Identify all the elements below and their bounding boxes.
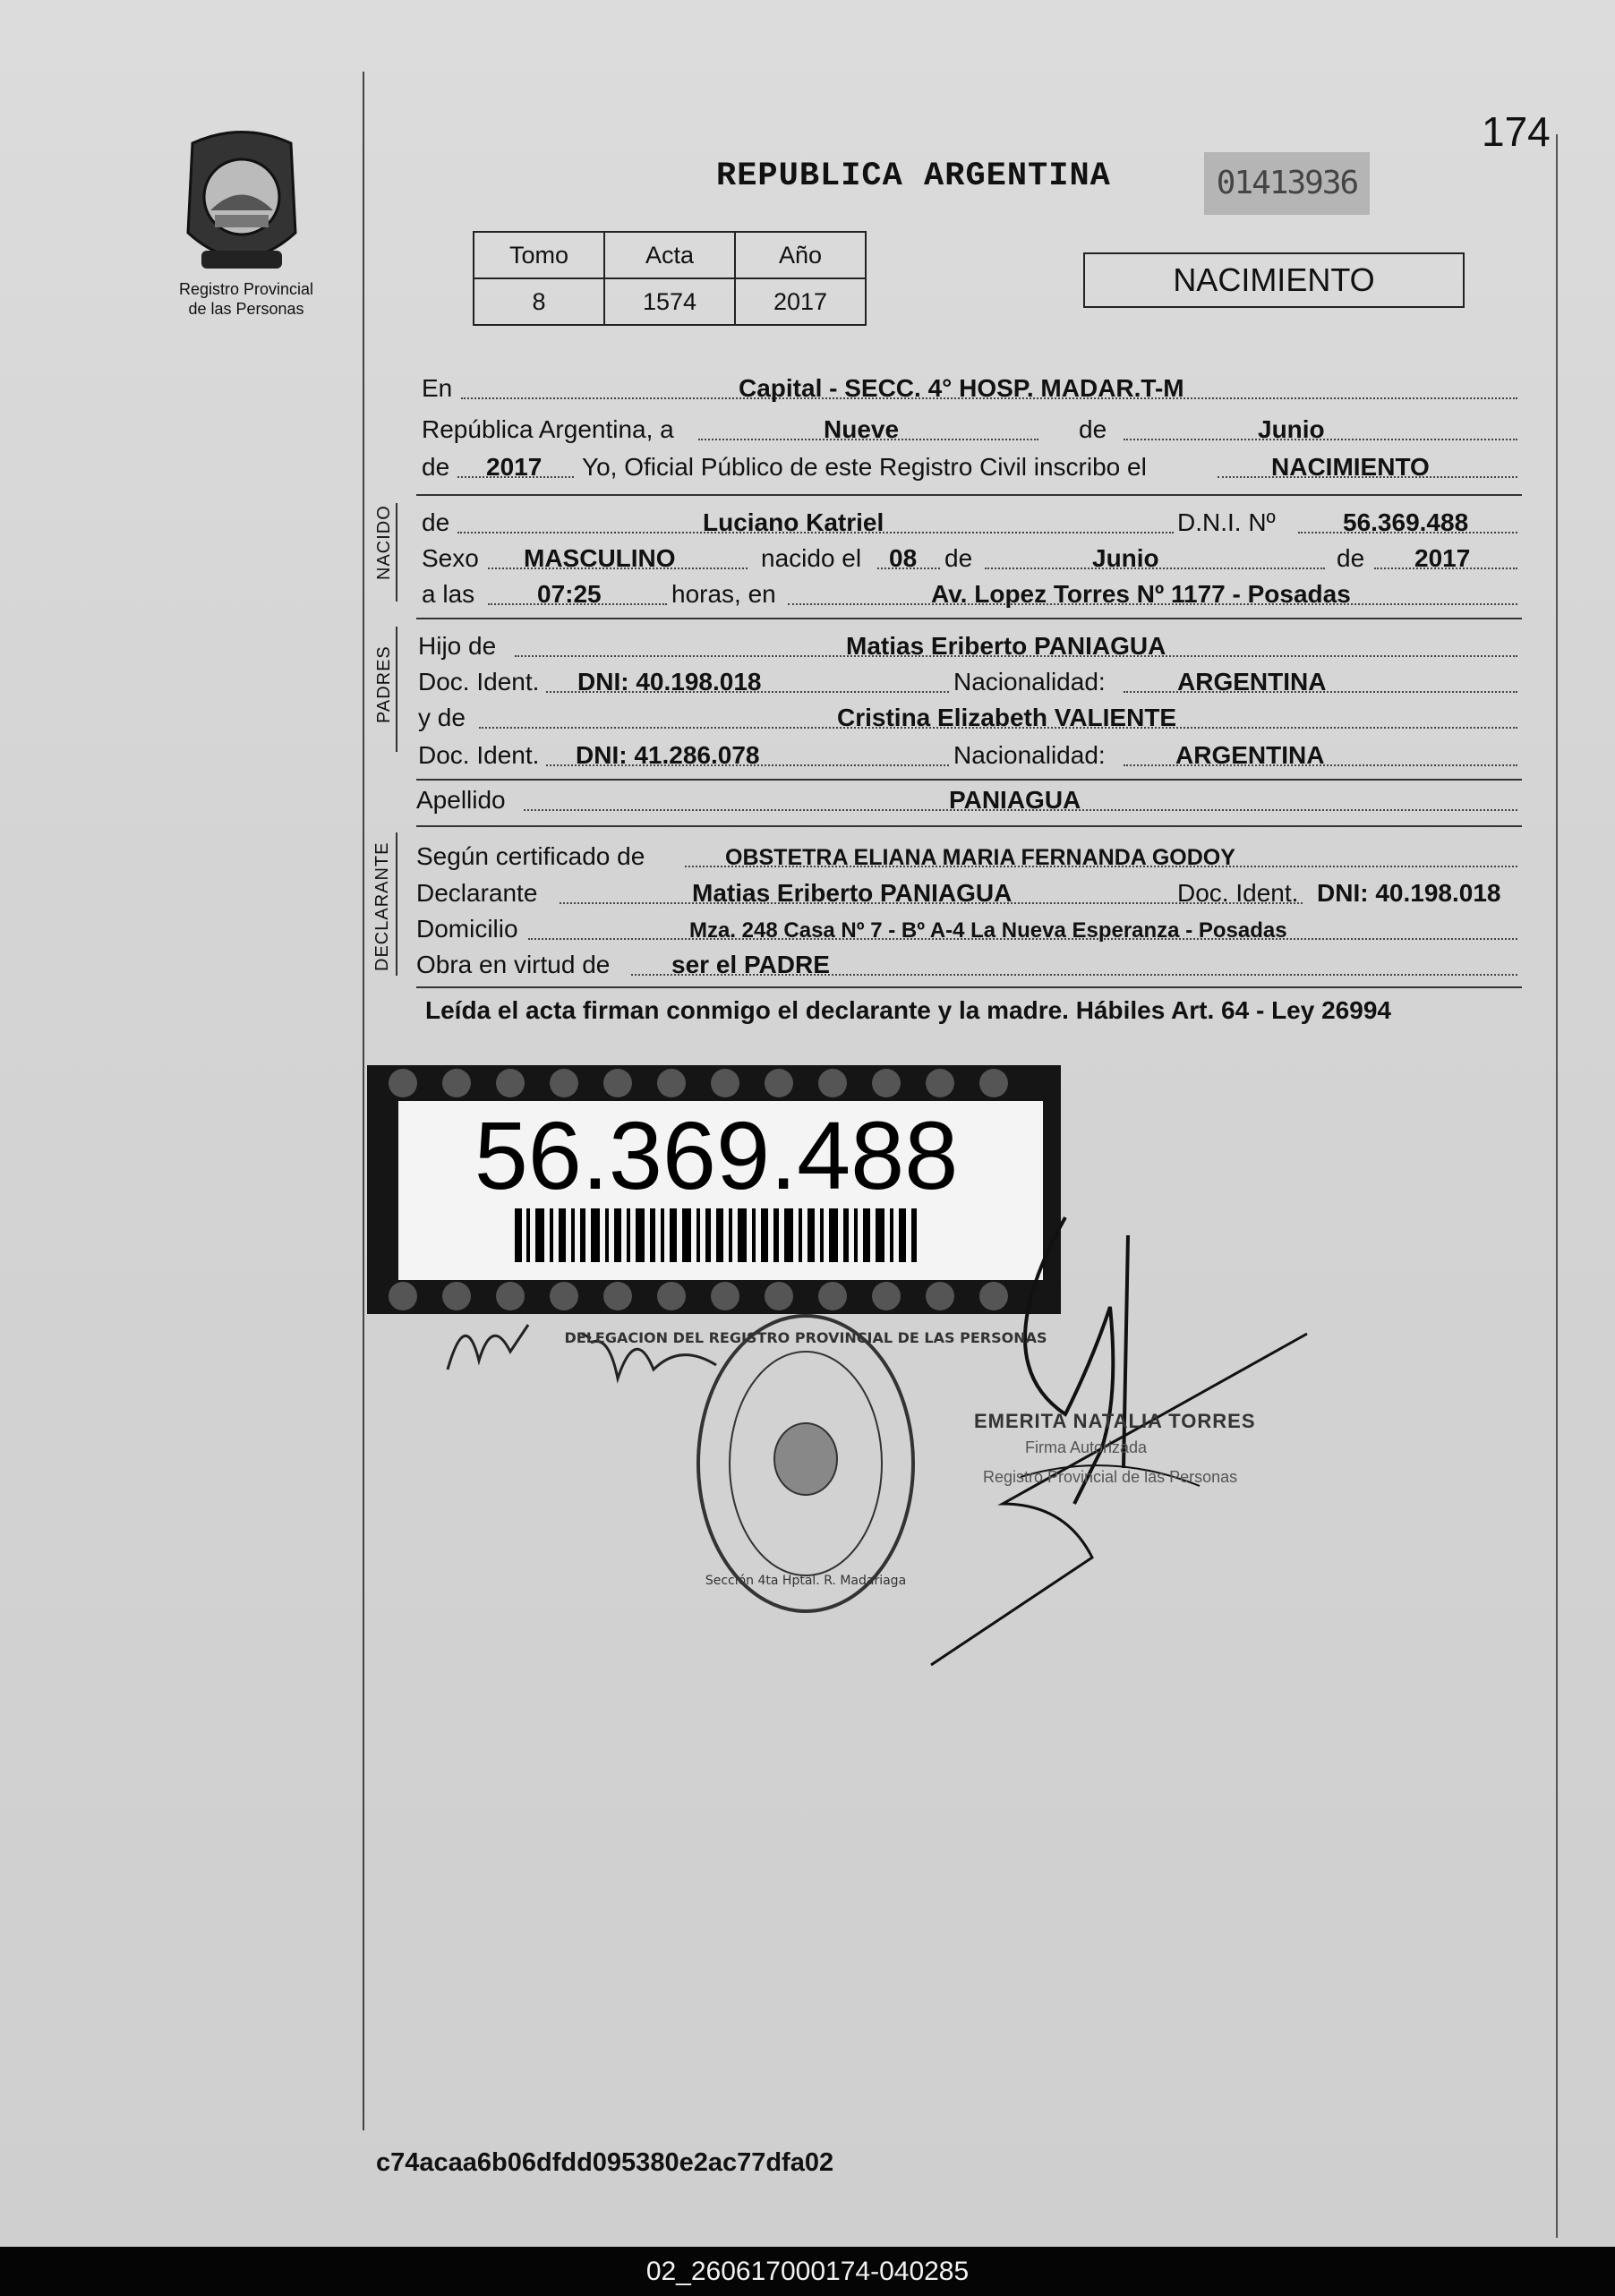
row-certificado <box>416 837 1522 873</box>
label-doc-ident-1: Doc. Ident. <box>418 668 540 696</box>
label-de-5: de <box>1337 544 1365 572</box>
row-lugar <box>416 369 1522 405</box>
value-anio: 2017 <box>486 453 543 481</box>
value-domicilio: Mza. 248 Casa Nº 7 - Bº A-4 La Nueva Esperanza - Posadas <box>689 918 1287 943</box>
closing-note: Leída el acta firman conmigo el declarante y la madre. Hábiles Art. 64 - Ley 26994 <box>425 996 1391 1024</box>
label-hijo-de: Hijo de <box>418 632 497 660</box>
logo-caption-line1: Registro Provincial <box>178 280 314 298</box>
stamp-text: DELEGACION DEL REGISTRO PROVINCIAL DE LAS PERSONAS <box>564 1329 1047 1346</box>
value-hora: 07:25 <box>537 580 602 608</box>
label-segun: Según certificado de <box>416 842 645 870</box>
value-nac-dia: 08 <box>889 544 918 572</box>
value-padre-nac: ARGENTINA <box>1177 668 1327 696</box>
document-title: REPUBLICA ARGENTINA <box>716 158 1111 195</box>
value-obra: ser el PADRE <box>671 951 830 978</box>
value-nac-anio: 2017 <box>1414 544 1471 572</box>
row-madre <box>416 698 1522 734</box>
label-y-de: y de <box>418 704 466 731</box>
label-republica: República Argentina, a <box>422 415 674 443</box>
official-name: EMERITA NATALIA TORRES <box>974 1410 1256 1432</box>
label-nacionalidad-2: Nacionalidad: <box>953 741 1106 769</box>
value-dia: Nueve <box>824 415 900 443</box>
value-padre: Matias Eriberto PANIAGUA <box>846 632 1166 660</box>
header-acta: Acta <box>604 232 735 278</box>
label-declarante: Declarante <box>416 879 538 907</box>
value-padre-doc: DNI: 40.198.018 <box>577 668 762 696</box>
label-de-3: de <box>422 508 450 536</box>
official-role: Firma Autorizada <box>1025 1438 1148 1456</box>
label-de-4: de <box>944 544 973 572</box>
official-stamp <box>564 1307 1047 1620</box>
serial-number: 01413936 <box>1204 152 1370 215</box>
logo-caption-line2: de las Personas <box>188 300 304 318</box>
section-label-nacido: NACIDO <box>374 505 394 580</box>
row-declarante <box>416 874 1522 909</box>
row-padre-doc <box>416 662 1522 698</box>
label-sexo: Sexo <box>422 544 479 572</box>
label-a-las: a las <box>422 580 475 608</box>
row-domicilio <box>416 909 1522 945</box>
footer-id-bar: 02_260617000174-040285 <box>0 2247 1615 2296</box>
value-inscribe: NACIMIENTO <box>1271 453 1430 481</box>
tomo-acta-anio-table <box>473 231 867 326</box>
value-tomo: 8 <box>474 278 604 325</box>
value-certificado: OBSTETRA ELIANA MARIA FERNANDA GODOY <box>725 845 1235 870</box>
value-nombre: Luciano Katriel <box>703 508 884 536</box>
value-mes: Junio <box>1258 415 1325 443</box>
section-divider <box>416 986 1522 988</box>
label-de-1: de <box>1079 415 1107 443</box>
record-type-box: NACIMIENTO <box>1083 252 1465 308</box>
value-dni: 56.369.488 <box>1343 508 1469 536</box>
coat-of-arms-logo <box>175 125 309 273</box>
header-tomo: Tomo <box>474 232 604 278</box>
label-apellido: Apellido <box>416 786 506 814</box>
row-hora <box>416 575 1522 610</box>
section-bracket-nacido <box>396 503 397 602</box>
left-margin-line <box>363 72 364 2130</box>
label-dni: D.N.I. Nº <box>1177 508 1276 536</box>
value-madre-nac: ARGENTINA <box>1175 741 1325 769</box>
value-madre: Cristina Elizabeth VALIENTE <box>837 704 1177 731</box>
header-anio: Año <box>735 232 866 278</box>
value-apellido: PANIAGUA <box>949 786 1081 814</box>
page-number: 174 <box>1482 108 1551 155</box>
value-declarante: Matias Eriberto PANIAGUA <box>692 879 1013 907</box>
row-anio <box>416 448 1522 483</box>
row-sexo <box>416 539 1522 575</box>
label-de-2: de <box>422 453 450 481</box>
value-lugar: Capital - SECC. 4° HOSP. MADAR.T-M <box>739 374 1184 402</box>
right-margin-line <box>1556 134 1558 2238</box>
stamp-inner-text: Sección 4ta Hptal. R. Madariaga <box>705 1574 907 1588</box>
row-apellido <box>416 781 1522 816</box>
label-en: En <box>422 374 453 402</box>
value-lugar-nac: Av. Lopez Torres Nº 1177 - Posadas <box>931 580 1351 608</box>
row-madre-doc <box>416 736 1522 772</box>
section-divider <box>416 494 1522 496</box>
value-madre-doc: DNI: 41.286.078 <box>576 741 760 769</box>
row-nombre <box>416 503 1522 539</box>
row-padre <box>416 627 1522 662</box>
value-nac-mes: Junio <box>1092 544 1159 572</box>
label-obra: Obra en virtud de <box>416 951 611 978</box>
row-fecha <box>416 410 1522 446</box>
label-nacionalidad-1: Nacionalidad: <box>953 668 1106 696</box>
label-horas-en: horas, en <box>671 580 776 608</box>
label-yo: Yo, Oficial Público de este Registro Civil inscribo el <box>582 453 1147 481</box>
section-bracket-padres <box>396 627 397 752</box>
section-label-padres: PADRES <box>374 645 394 723</box>
section-label-declarante: DECLARANTE <box>372 841 392 971</box>
logo-caption <box>152 279 340 319</box>
sticker-number: 56.369.488 <box>474 1101 959 1209</box>
value-acta: 1574 <box>604 278 735 325</box>
label-doc-ident-3: Doc. Ident. <box>1177 879 1299 907</box>
row-obra <box>416 945 1522 981</box>
document-hash: c74acaa6b06dfdd095380e2ac77dfa02 <box>376 2148 834 2177</box>
section-divider <box>416 825 1522 827</box>
value-anio: 2017 <box>735 278 866 325</box>
section-bracket-declarante <box>396 832 397 976</box>
label-nacido-el: nacido el <box>761 544 862 572</box>
value-sexo: MASCULINO <box>524 544 676 572</box>
label-doc-ident-2: Doc. Ident. <box>418 741 540 769</box>
label-domicilio: Domicilio <box>416 915 518 943</box>
value-declarante-doc: DNI: 40.198.018 <box>1317 879 1501 907</box>
official-office: Registro Provincial de las Personas <box>983 1468 1238 1486</box>
section-divider <box>416 618 1522 619</box>
